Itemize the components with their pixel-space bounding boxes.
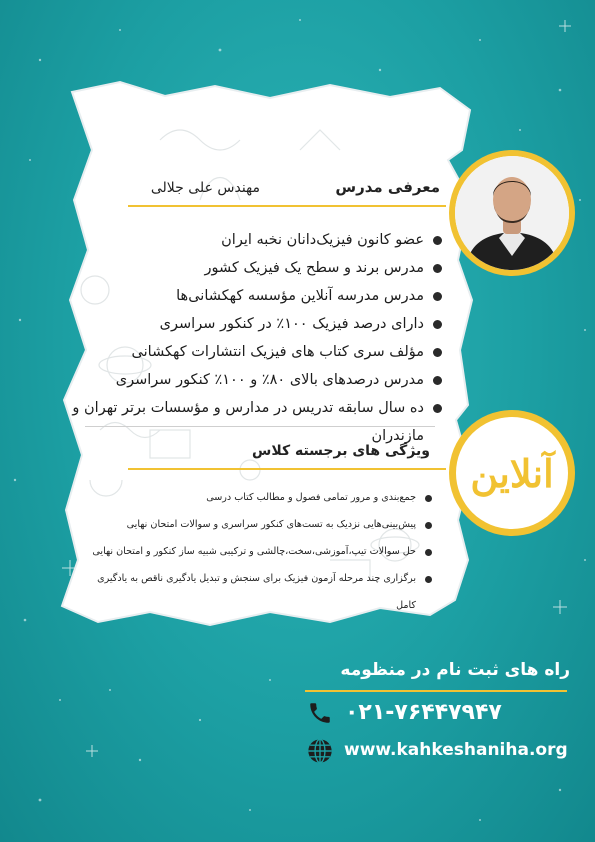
list-item: مدرس درصدهای بالای ۸۰٪ و ۱۰۰٪ کنکور سراسری xyxy=(60,366,438,394)
list-item: جمع‌بندی و مرور تمامی فصول و مطالب کتاب درسی xyxy=(80,484,428,511)
bullet-icon xyxy=(425,576,432,583)
bullet-icon xyxy=(425,495,432,502)
bullet-icon xyxy=(425,549,432,556)
list-item: دارای درصد فیزیک ۱۰۰٪ در کنکور سراسری xyxy=(60,310,438,338)
bullet-icon xyxy=(433,236,442,245)
phone-icon xyxy=(307,700,333,726)
bullet-icon xyxy=(433,292,442,301)
bullet-icon xyxy=(433,264,442,273)
bullet-icon xyxy=(433,376,442,385)
website-link[interactable]: www.kahkeshaniha.org xyxy=(344,740,568,760)
globe-icon xyxy=(306,737,334,765)
online-badge-label: آنلاین xyxy=(470,450,554,496)
features-section-title: ویژگی های برجسته کلاس xyxy=(252,443,430,459)
list-separator xyxy=(85,426,435,427)
features-divider xyxy=(128,468,446,470)
list-item: مدرس برند و سطح یک فیزیک کشور xyxy=(60,254,438,282)
bullet-icon xyxy=(433,348,442,357)
teacher-divider xyxy=(128,205,446,207)
bullet-icon xyxy=(425,522,432,529)
bullet-icon xyxy=(433,404,442,413)
teacher-section-title: معرفی مدرس xyxy=(335,178,440,196)
teacher-name: مهندس علی جلالی xyxy=(150,180,260,196)
bullet-icon xyxy=(433,320,442,329)
teacher-photo xyxy=(455,156,569,270)
list-item: ده سال سابقه تدریس در مدارس و مؤسسات برتر تهران و مازندران xyxy=(60,394,438,422)
registration-title: راه های ثبت نام در منظومه xyxy=(340,660,570,680)
list-item: مؤلف سری کتاب های فیزیک انتشارات کهکشانی xyxy=(60,338,438,366)
registration-divider xyxy=(305,690,567,692)
credentials-list xyxy=(60,226,438,444)
features-list xyxy=(80,484,428,611)
list-item: مدرس مدرسه آنلاین مؤسسه کهکشانی‌ها xyxy=(60,282,438,310)
list-item: برگزاری چند مرحله آزمون فیزیک برای سنجش و تبدیل یادگیری ناقص به یادگیری کامل xyxy=(80,565,428,592)
list-item: پیش‌بینی‌هایی نزدیک به تست‌های کنکور سراسری و سوالات امتحان نهایی xyxy=(80,511,428,538)
phone-number[interactable]: ۰۲۱-۷۶۴۴۷۹۴۷ xyxy=(345,700,502,725)
list-item: حل سوالات تیپ،آموزشی،سخت،چالشی و ترکیبی شبیه ساز کنکور و امتحان نهایی xyxy=(80,538,428,565)
list-item: عضو کانون فیزیک‌دانان نخبه ایران xyxy=(60,226,438,254)
